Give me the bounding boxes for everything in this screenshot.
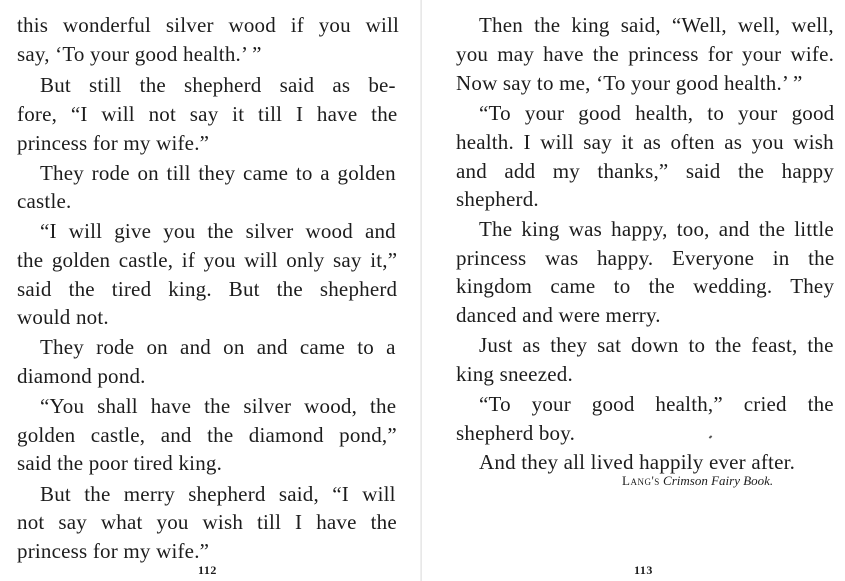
text-line: say, ‘To your good health.’ ”: [17, 42, 262, 66]
text-line: shepherd.: [456, 187, 539, 211]
print-speck: [709, 435, 713, 438]
right-page: [422, 0, 845, 581]
text-line: “I will give you the silver wood and: [40, 219, 396, 243]
text-line: Then the king said, “Well, well, well,: [479, 13, 834, 37]
text-line: But still the shepherd said as be-: [40, 73, 396, 97]
source-author: Lang's: [622, 473, 660, 488]
text-line: They rode on and on and came to a: [40, 335, 396, 359]
text-line: And they all lived happily ever after.: [479, 450, 796, 474]
page-number: 113: [634, 563, 653, 577]
text-line: “You shall have the silver wood, the: [40, 394, 397, 418]
left-page: [0, 0, 422, 581]
text-line: danced and were merry.: [456, 303, 661, 327]
text-line: you may have the princess for your wife.: [456, 42, 835, 66]
text-line: “To your good health, to your good: [479, 101, 835, 125]
text-line: would not.: [17, 305, 109, 329]
text-line: princess for my wife.”: [17, 539, 210, 563]
text-line: princess was happy. Everyone in the: [456, 246, 835, 270]
text-line: health. I will say it as often as you wish: [456, 130, 834, 154]
page-number: 112: [198, 563, 217, 577]
text-line: diamond pond.: [17, 364, 146, 388]
text-line: Just as they sat down to the feast, the: [479, 333, 834, 357]
text-line: this wonderful silver wood if you will: [17, 13, 400, 37]
text-line: fore, “I will not say it till I have the: [17, 102, 398, 126]
text-line: The king was happy, too, and the little: [479, 217, 834, 241]
text-line: castle.: [17, 189, 72, 213]
text-line: said the tired king. But the shepherd: [17, 277, 398, 301]
text-line: princess for my wife.”: [17, 131, 210, 155]
text-line: But the merry shepherd said, “I will: [40, 482, 396, 506]
text-line: They rode on till they came to a golden: [40, 161, 396, 185]
text-line: Now say to me, ‘To your good health.’ ”: [456, 71, 803, 95]
text-line: king sneezed.: [456, 362, 573, 386]
source-attribution: [622, 473, 773, 489]
text-line: said the poor tired king.: [17, 451, 223, 475]
text-line: kingdom came to the wedding. They: [456, 274, 835, 298]
text-line: and add my thanks,” said the happy: [456, 159, 834, 183]
text-line: shepherd boy.: [456, 421, 576, 445]
text-line: “To your good health,” cried the: [479, 392, 834, 416]
text-line: not say what you wish till I have the: [17, 510, 397, 534]
text-line: golden castle, and the diamond pond,”: [17, 423, 397, 447]
source-title: Crimson Fairy Book.: [663, 473, 774, 488]
text-line: the golden castle, if you will only say it,”: [17, 248, 398, 272]
